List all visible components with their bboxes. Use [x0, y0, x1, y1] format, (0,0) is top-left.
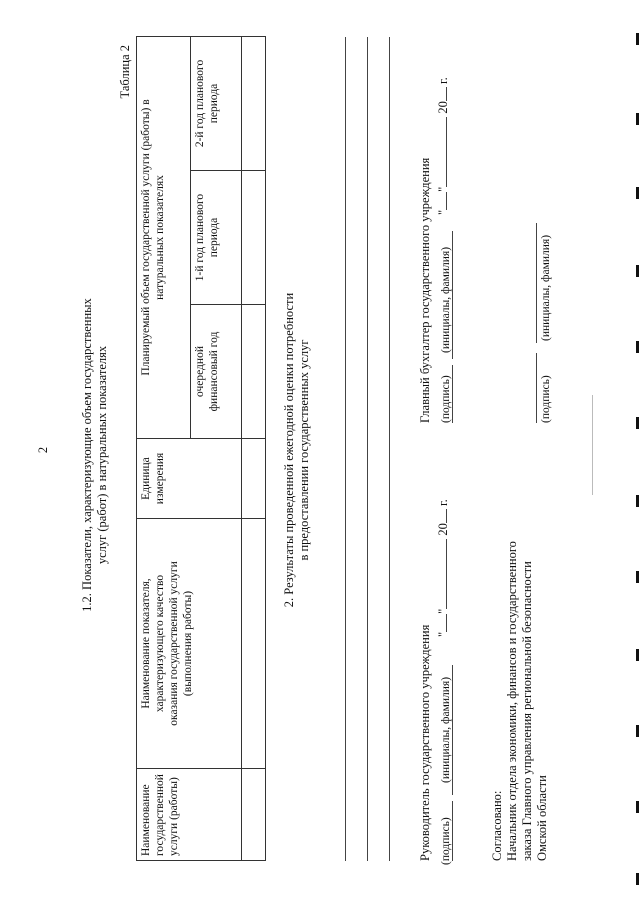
date-quote: " — [436, 608, 450, 614]
header-text: Единица — [140, 457, 152, 500]
scan-edge-mark — [636, 187, 639, 199]
header-planning-year-1 — [191, 171, 241, 305]
header-text: финансовый год — [208, 331, 221, 412]
scan-edge-mark — [636, 33, 639, 45]
header-text: оказания государственной услуги — [168, 561, 180, 726]
header-text: Наименование — [140, 784, 152, 856]
header-text: очередной — [194, 346, 207, 397]
date-quote: " — [436, 186, 450, 192]
scan-edge-mark — [636, 417, 639, 429]
head-signature-caption: (подпись) — [440, 817, 452, 865]
approver-name-line — [536, 223, 537, 343]
indicators-table — [136, 36, 266, 861]
header-text: Планируемый объем государственной услуги (работы) в — [140, 99, 152, 376]
header-next-fiscal-year — [191, 305, 241, 439]
scan-edge-mark — [636, 725, 639, 737]
table-header-row — [137, 36, 191, 860]
table-cell — [241, 36, 265, 170]
header-text: услуги (работы) — [168, 777, 180, 856]
accountant-name-line — [452, 231, 453, 359]
page-number: 2 — [36, 446, 50, 454]
approval-block — [490, 381, 550, 861]
accountant-signature-caption: (подпись) — [440, 375, 452, 423]
header-unit — [137, 439, 242, 519]
answer-line — [389, 37, 390, 861]
scan-edge-mark — [636, 571, 639, 583]
approver-signature-line — [536, 353, 537, 423]
chief-accountant-title: Главный бухгалтер государственного учреждения — [418, 157, 432, 423]
section-2-title-line-1: 2. Результаты проведенной ежегодной оценки потребности — [282, 292, 296, 608]
scan-edge-marks — [600, 0, 640, 905]
agreed-position-line-2: заказа Главного управления региональной безопасности — [520, 561, 534, 861]
table-cell — [241, 519, 265, 769]
approver-initials-caption: (инициалы, фамилия) — [540, 234, 552, 341]
table-row — [241, 36, 265, 860]
header-planned-volume — [137, 36, 191, 438]
scan-edge-mark — [636, 495, 639, 507]
table-cell — [241, 305, 265, 439]
header-text: измерения — [154, 452, 166, 505]
header-text: характеризующего качество — [154, 574, 166, 713]
answer-line — [367, 37, 368, 861]
header-indicator-name — [137, 519, 242, 769]
section-2-title-line-2: в предоставлении государственных услуг — [297, 339, 311, 561]
agreed-position-line-1: Начальник отдела экономики, финансов и государственного — [505, 541, 519, 861]
table-cell — [241, 439, 265, 519]
date-year: 20 — [436, 101, 450, 114]
scan-edge-mark — [636, 873, 639, 885]
scan-edge-mark — [636, 801, 639, 813]
section-1-title-line-1: 1.2. Показатели, характеризующие объем государственных — [80, 298, 94, 612]
date-quote: " — [436, 631, 450, 637]
answer-line — [345, 37, 346, 861]
table-cell — [241, 171, 265, 305]
section-2-title — [282, 250, 312, 650]
date-year-suffix: г. — [436, 77, 450, 85]
date-year-suffix: г. — [436, 499, 450, 507]
agreed-label: Согласовано: — [490, 790, 504, 861]
header-text: 2-й год планового — [194, 59, 207, 148]
date-quote: " — [436, 209, 450, 215]
head-name-line — [452, 665, 453, 795]
head-signature-line — [452, 801, 453, 861]
agreed-position-line-3: Омской области — [535, 775, 549, 861]
scan-artifact-line — [592, 395, 593, 495]
accountant-initials-caption: (инициалы, фамилия) — [440, 246, 452, 353]
scan-edge-mark — [636, 265, 639, 277]
head-title: Руководитель государственного учреждения — [418, 624, 432, 861]
date-year: 20 — [436, 523, 450, 536]
accountant-signature-line — [452, 365, 453, 423]
section-1-title-line-2: услуг (работ) в натуральных показателях — [95, 345, 109, 565]
header-text: Наименование показателя, — [140, 578, 152, 709]
scan-edge-mark — [636, 649, 639, 661]
scan-edge-mark — [636, 113, 639, 125]
header-service-name — [137, 769, 242, 861]
section-1-title — [80, 245, 110, 665]
approver-signature-caption: (подпись) — [540, 375, 552, 423]
header-text: периода — [208, 83, 221, 124]
scan-edge-mark — [636, 341, 639, 353]
header-text: (выполнения работы) — [182, 590, 194, 697]
header-planning-year-2 — [191, 36, 241, 170]
table-caption: Таблица 2 — [118, 45, 132, 99]
table-cell — [241, 769, 265, 861]
header-text: государственной — [154, 774, 166, 856]
header-text: 1-й год планового — [194, 193, 207, 282]
accountant-date — [436, 15, 451, 215]
head-initials-caption: (инициалы, фамилия) — [440, 676, 452, 783]
header-text: периода — [208, 217, 221, 258]
head-date — [436, 441, 451, 637]
header-text: натуральных показателях — [154, 175, 166, 300]
